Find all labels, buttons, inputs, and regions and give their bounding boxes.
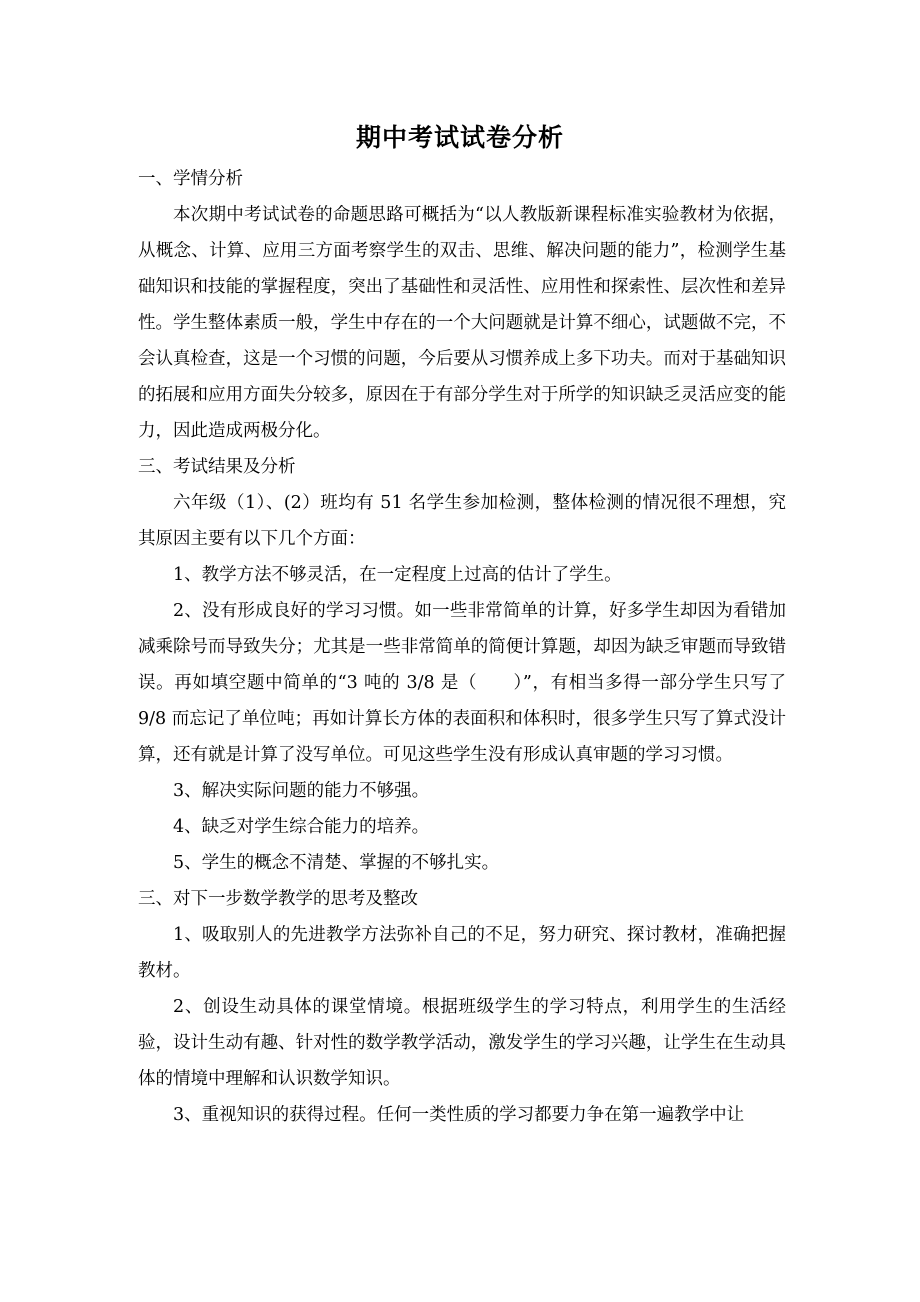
list-item: 2、没有形成良好的学习习惯。如一些非常简单的计算，好多学生却因为看错加减乘除号而导致失分；尤其是一些非常简单的简便计算题，却因为缺乏审题而导致错误。再如填空题中简单的“3 吨的 3/8 是（ ）”，有相当多得一部分学生只写了 9/8 而忘记了单位吨；再如计算长方体的表面积和体积时，很多学生只写了算式没计算，还有就是计算了没写单位。可见这些学生没有形成认真审题的学习习惯。 <box>138 601 786 765</box>
list-item: 3、解决实际问题的能力不够强。 <box>173 781 430 801</box>
document-title: 期中考试试卷分析 <box>355 123 564 152</box>
section-heading: 一、学情分析 <box>138 169 243 189</box>
document-body <box>138 161 786 1133</box>
section-learning-analysis <box>138 161 786 449</box>
list-item: 3、重视知识的获得过程。任何一类性质的学习都要力争在第一遍教学中让 <box>173 1105 745 1125</box>
paragraph: 本次期中考试试卷的命题思路可概括为“以人教版新课程标准实验教材为依据，从概念、计算、应用三方面考察学生的双击、思维、解决问题的能力”，检测学生基础知识和技能的掌握程度，突出了基础性和灵活性、应用性和探索性、层次性和差异性。学生整体素质一般，学生中存在的一个大问题就是计算不细心，试题做不完，不会认真检查，这是一个习惯的问题，今后要从习惯养成上多下功夫。而对于基础知识的拓展和应用方面失分较多，原因在于有部分学生对于所学的知识缺乏灵活应变的能力，因此造成两极分化。 <box>138 205 786 441</box>
list-item: 2、创设生动具体的课堂情境。根据班级学生的学习特点，利用学生的生活经验，设计生动有趣、针对性的数学教学活动，激发学生的学习兴趣，让学生在生动具体的情境中理解和认识数学知识。 <box>138 997 786 1089</box>
section-reflection <box>138 881 786 1133</box>
list-item: 1、教学方法不够灵活，在一定程度上过高的估计了学生。 <box>173 565 622 585</box>
section-heading: 三、对下一步数学教学的思考及整改 <box>138 889 418 909</box>
paragraph: 六年级（1）、(2）班均有 51 名学生参加检测，整体检测的情况很不理想，究其原因主要有以下几个方面： <box>138 493 786 549</box>
list-item: 4、缺乏对学生综合能力的培养。 <box>173 817 430 837</box>
section-heading: 三、考试结果及分析 <box>138 457 296 477</box>
section-exam-results <box>138 449 786 881</box>
list-item: 1、吸取别人的先进教学方法弥补自己的不足，努力研究、探讨教材，准确把握教材。 <box>138 925 786 981</box>
list-item: 5、学生的概念不清楚、掌握的不够扎实。 <box>173 853 500 873</box>
